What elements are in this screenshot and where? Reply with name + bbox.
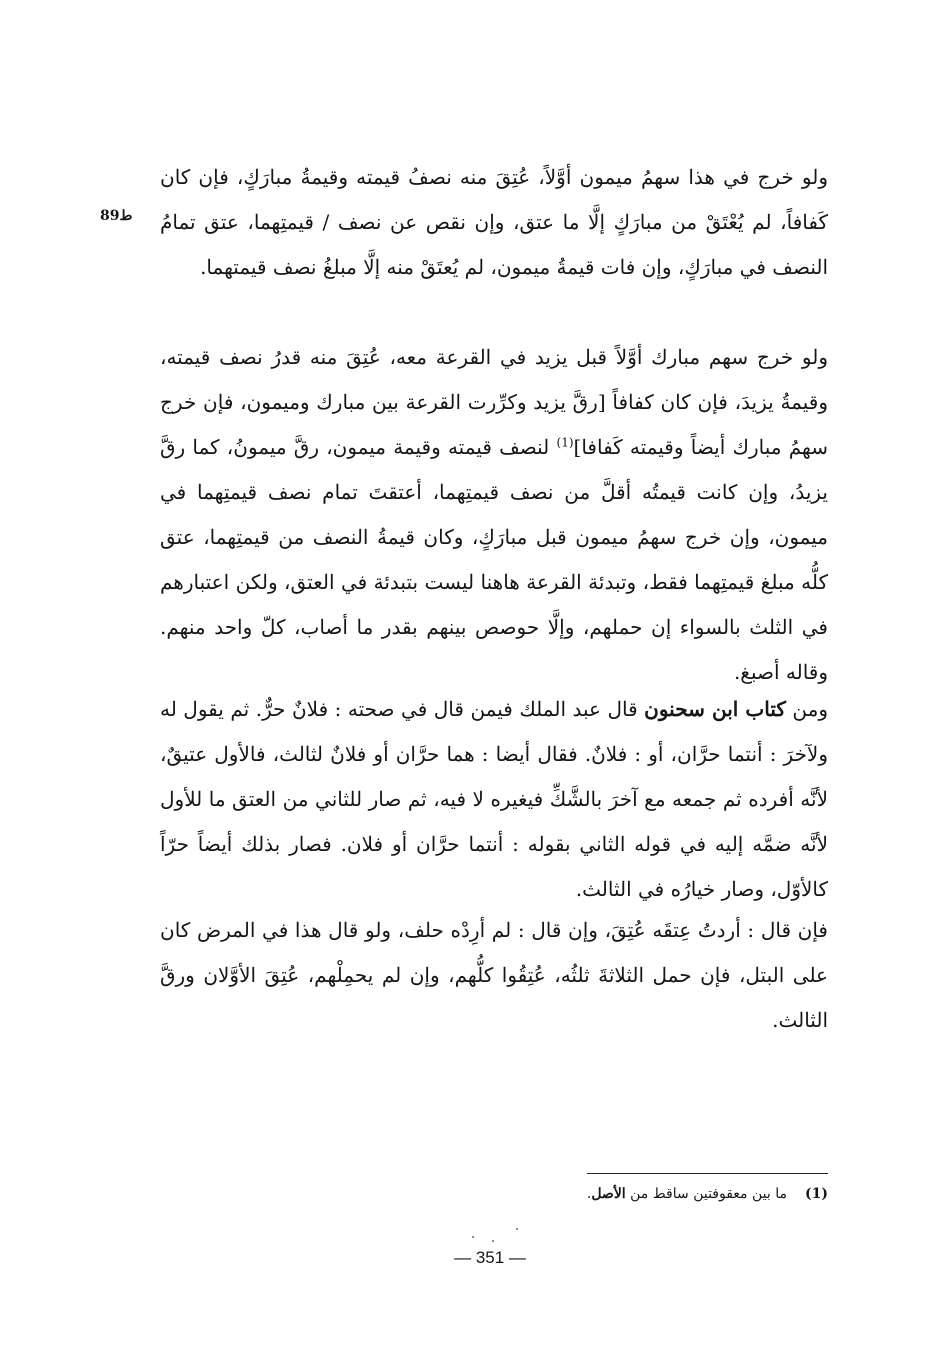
paragraph-2 — [160, 335, 828, 695]
book-title: كتاب ابن سحنون — [644, 697, 786, 721]
scan-speck — [516, 1228, 518, 1230]
footnote-text: ما بين معقوفتين ساقط من — [625, 1186, 787, 1202]
paragraph-3-lead: ومن — [785, 697, 828, 721]
paragraph-2-text-a: ولو خرج سهم مبارك أوَّلاً قبل يزيد في القرعة معه، عُتِقَ منه قدرُ نصف قيمته، وقيمةُ يزيدَ، فإن كان كفافاً [رقَّ يزيد وكرِّرت القرعة بين مبارك وميمون، فإن خرج سهمُ مبارك أيضاً وقيمته كَفافا] — [160, 345, 828, 459]
footnote-reference: (1) — [556, 435, 574, 450]
paragraph-3-text: قال عبد الملك فيمن قال في صحته : فلانٌ حرٌّ. ثم يقول له ولآخرَ : أنتما حرَّان، أو : فلانٌ. فقال أيضا : هما حرَّان أو فلانٌ لثالث، فالأول عتيقٌ، لأنَّه أفرده ثم جمعه مع آخرَ بالشَّكِّ فيغيره لا فيه، ثم صار للثاني من العتق ما للأول لأنَّه ضمَّه إليه في قوله الثاني بقوله : أنتما حرَّان أو فلان. فصار بذلك أيضاً حرّاً كالأوّل، وصار خيارُه في الثالث. — [160, 697, 828, 901]
paragraph-3 — [160, 687, 828, 912]
paragraph-4: فإن قال : أردتُ عِتقَه عُتِقَ، وإن قال : لم أرِدْه حلف، ولو قال هذا في المرض كان على البتل، فإن حمل الثلاثةَ ثلثُه، عُتِقُوا كلُّهم، وإن لم يحمِلْهم، عُتِقَ الأوَّلان ورقَّ الثالث. — [160, 918, 828, 1032]
paragraph-1: ولو خرج في هذا سهمُ ميمون أوَّلاً، عُتِقَ منه نصفُ قيمته وقيمةُ مبارَكٍ، فإن كان كَفافاً، لم يُعْتَقْ من مبارَكٍ إلَّا ما عتق، وإن نقص عن نصف / قيمتِهما، عتق تمامُ النصف في مبارَكٍ، وإن فات قيمةُ ميمون، لم يُعتَقْ منه إلَّا مبلغُ نصف قيمتهما. — [160, 165, 828, 279]
footnote-source: الأصل — [591, 1186, 626, 1202]
paragraph-2-text-b: لنصف قيمته وقيمة ميمون، رقَّ ميمونُ، كما رقَّ يزيدُ، وإن كانت قيمتُه أقلَّ من نصف قيمتِهما، أعتقتَ تمام نصف قيمتِهما في ميمون، وإن خرج سهمُ ميمون قبل مبارَكٍ، وكان قيمةُ النصف من قيمتِهما، عتق كلُّه مبلغ قيمتِهما فقط، وتبدئة القرعة هاهنا ليست بتبدئة في العتق، ولكن اعتبارهم في الثلث بالسواء إن حملهم، وإلَّا حوصص بينهم بقدر ما أصاب، كلّ واحد منهم. وقاله أصبغ. — [160, 435, 828, 684]
footnote — [520, 1186, 828, 1202]
margin-folio-note: ط89 — [100, 208, 133, 224]
scan-speck — [492, 1240, 494, 1242]
footnote-number: (1) — [805, 1186, 828, 1202]
footnote-end: . — [586, 1186, 592, 1202]
scan-speck — [472, 1236, 474, 1238]
footnote-divider — [587, 1173, 828, 1174]
page-number: — 351 — — [454, 1248, 526, 1267]
